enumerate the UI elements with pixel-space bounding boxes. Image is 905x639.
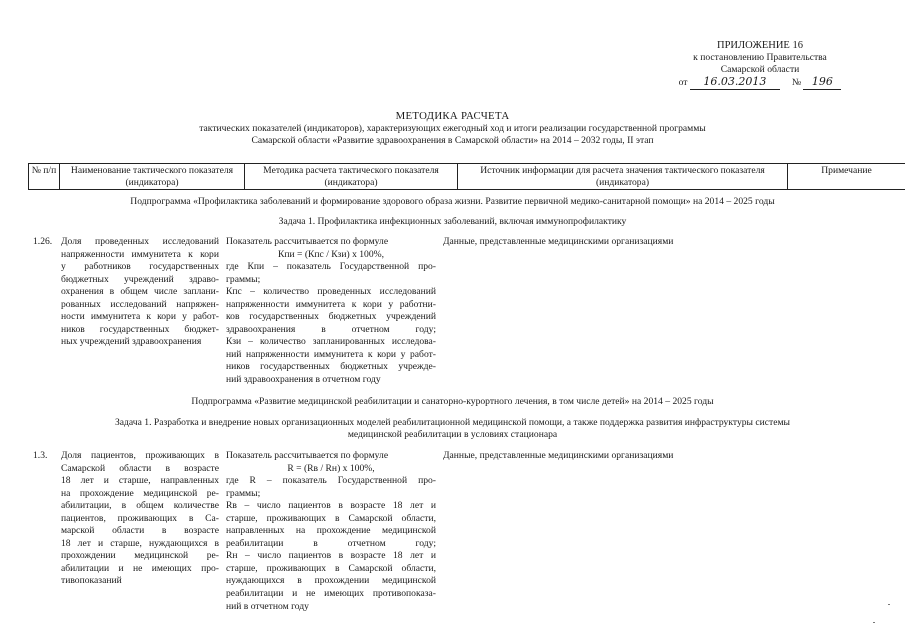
text-line: охранения в общем числе заплани- xyxy=(61,286,219,298)
formula: Кпи = (Кпс / Кзи) х 100%, xyxy=(277,248,385,260)
title-line2: тактических показателей (индикаторов), характеризующих ежегодный ход и итоги реализации государственной программы xyxy=(199,123,706,134)
text-line: напряженности иммунитета к кори xyxy=(61,248,219,260)
task-2 xyxy=(0,417,905,441)
text-line: Кпс – количество проведенных исследований xyxy=(226,286,436,298)
text-line: Кзи – количество запланированных исследова- xyxy=(226,336,436,348)
document-title xyxy=(0,110,905,147)
number-prefix: № xyxy=(791,77,802,88)
table-header xyxy=(28,163,905,190)
header-num: № п/п xyxy=(29,164,60,189)
text-line: ности иммунитета к кори у работ- xyxy=(61,311,219,323)
text-line: Доля проведенных исследований xyxy=(61,236,219,247)
text-line: старше, проживающих в Самарской области, xyxy=(226,562,436,574)
appendix-title: ПРИЛОЖЕНИЕ 16 xyxy=(717,40,803,51)
text-line: ников государственных бюджетных учрежде- xyxy=(226,361,436,373)
date-prefix: от xyxy=(678,77,688,88)
indicator-name xyxy=(61,236,219,349)
text-line: Rн – число пациентов в возрасте 18 лет и xyxy=(226,550,436,562)
appendix-line2: к постановлению Правительства xyxy=(693,52,827,63)
header-note: Примечание xyxy=(821,165,872,176)
text-line: старше, проживающих в Самарской области, xyxy=(226,512,436,524)
appendix-block xyxy=(640,40,880,90)
text-line: 18 лет и старше, направленных xyxy=(61,475,219,487)
text-line: рованных исследований напряжен- xyxy=(61,298,219,310)
text-line: у работников государственных xyxy=(61,261,219,273)
text-line: Доля пациентов, проживающих в xyxy=(61,450,219,461)
text-line: направленных на прохождение медицинской xyxy=(226,525,436,537)
text-line: абилитации, в общем количестве xyxy=(61,500,219,512)
scan-speck xyxy=(888,604,890,605)
date-value: 16.03.2013 xyxy=(690,75,780,90)
text-line: ний в отчетном году xyxy=(226,600,309,612)
text-line: где R – показатель Государственной про- xyxy=(226,475,436,487)
formula: R = (Rв / Rн) х 100%, xyxy=(287,462,375,474)
text-line: граммы; xyxy=(226,273,261,285)
appendix-date-line xyxy=(640,75,880,90)
header-method: Методика расчета тактического показателя (индикатора) xyxy=(245,164,458,189)
row-number: 1.26. xyxy=(33,236,53,247)
row-number: 1.3. xyxy=(33,450,48,461)
text-line: ков государственных бюджетных учреждений xyxy=(226,311,436,323)
appendix-line3: Самарской области xyxy=(720,63,800,75)
text-line: нуждающихся в прохождении медицинской xyxy=(226,575,436,587)
text-line: напряженности иммунитета к кори у работни- xyxy=(226,298,436,310)
task-2-line2: медицинской реабилитации в условиях стационара xyxy=(347,429,558,440)
title-main: МЕТОДИКА РАСЧЕТА xyxy=(395,110,510,122)
text-line: абилитации и не имеющих про- xyxy=(61,562,219,574)
text-line: ний напряженности иммунитета к кори у работ- xyxy=(226,348,436,360)
method-intro: Показатель рассчитывается по формуле xyxy=(226,236,389,247)
header-name: Наименование тактического показателя (индикатора) xyxy=(60,164,245,189)
information-source: Данные, представленные медицинскими организациями xyxy=(443,236,674,247)
text-line: граммы; xyxy=(226,487,261,499)
text-line: прохождении медицинской ре- xyxy=(61,550,219,562)
indicator-name xyxy=(61,450,219,588)
text-line: пациентов, проживающих в Са- xyxy=(61,512,219,524)
number-value: 196 xyxy=(803,75,841,90)
text-line: ний здравоохранения в отчетном году xyxy=(226,374,381,386)
header-source: Источник информации для расчета значения тактического показателя (индикатора) xyxy=(458,164,788,189)
scan-speck xyxy=(873,622,875,623)
text-line: Rв – число пациентов в возрасте 18 лет и xyxy=(226,500,436,512)
subprogram-2: Подпрограмма «Развитие медицинской реабилитации и санаторно-курортного лечения, в том числе детей» на 2014 – 2025 годы xyxy=(191,396,714,407)
text-line: где Кпи – показатель Государственной про- xyxy=(226,261,436,273)
text-line: тивопоказаний xyxy=(61,575,122,587)
text-line: на прохождение медицинской ре- xyxy=(61,487,219,499)
text-line: ников государственных бюджет- xyxy=(61,323,219,335)
text-line: реабилитации в отчетном году; xyxy=(226,537,436,549)
text-line: реабилитации и не имеющих противопоказа- xyxy=(226,588,436,600)
text-line: бюджетных учреждений здраво- xyxy=(61,273,219,285)
text-line: 18 лет и старше, нуждающихся в xyxy=(61,537,219,549)
information-source: Данные, представленные медицинскими организациями xyxy=(443,450,674,461)
method-description xyxy=(226,450,436,613)
text-line: марской области в возрасте xyxy=(61,525,219,537)
text-line: ных учреждений здравоохранения xyxy=(61,336,202,348)
task-1: Задача 1. Профилактика инфекционных заболеваний, включая иммунопрофилактику xyxy=(278,216,627,227)
subprogram-1: Подпрограмма «Профилактика заболеваний и формирование здорового образа жизни. Развитие первичной медико-санитарной помощи» на 2014 – 2025 годы xyxy=(130,196,775,207)
method-description xyxy=(226,236,436,387)
text-line: Самарской области в возрасте xyxy=(61,462,219,474)
task-2-line1: Задача 1. Разработка и внедрение новых организационных моделей реабилитационной медицинской помощи, а также поддержка развития инфраструктуры системы xyxy=(114,417,791,428)
method-intro: Показатель рассчитывается по формуле xyxy=(226,450,389,461)
title-line3: Самарской области «Развитие здравоохранения в Самарской области» на 2014 – 2032 годы, II этап xyxy=(251,135,654,146)
text-line: здравоохранения в отчетном году; xyxy=(226,323,436,335)
